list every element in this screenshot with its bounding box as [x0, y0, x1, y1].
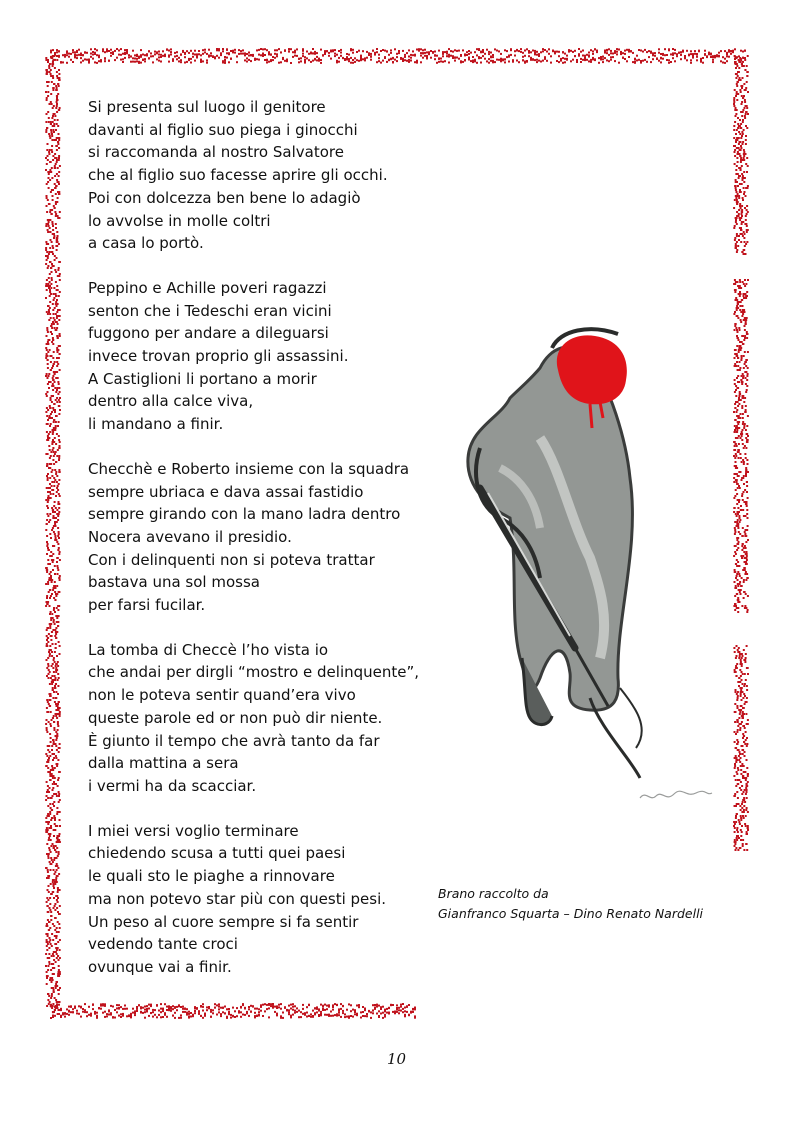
caption-line-1: Brano raccolto da	[438, 886, 549, 901]
poem-line: che andai per dirgli “mostro e delinquente”,	[88, 663, 420, 682]
poem-line: davanti al figlio suo piega i ginocchi	[88, 120, 358, 139]
poem-line: sempre ubriaca e dava assai fastidio	[88, 482, 364, 501]
poem-line: ovunque vai a finir.	[88, 957, 232, 976]
poem-line: lo avvolse in molle coltri	[88, 211, 271, 230]
poem-line: A Castiglioni li portano a morir	[88, 369, 317, 388]
poem-line: dentro alla calce viva,	[88, 392, 254, 411]
poem-line: I miei versi voglio terminare	[88, 821, 299, 840]
poem-line: Un peso al cuore sempre si fa sentir	[88, 912, 359, 931]
poem-line: dalla mattina a sera	[88, 754, 239, 773]
poem-line: chiedendo scusa a tutti quei paesi	[88, 844, 346, 863]
poem-line: i vermi ha da scacciar.	[88, 776, 257, 795]
poem-line: La tomba di Checcè l’ho vista io	[88, 640, 329, 659]
poem-line: invece trovan proprio gli assassini.	[88, 347, 349, 366]
page-number: 10	[386, 1050, 407, 1068]
caption	[438, 884, 768, 924]
poem-line: non le poteva sentir quand’era vivo	[88, 686, 356, 705]
poem-line: senton che i Tedeschi eran vicini	[88, 301, 332, 320]
poem-stanza	[88, 820, 428, 979]
poem-stanza	[88, 277, 428, 436]
poem-line: bastava una sol mossa	[88, 573, 260, 592]
poem-line: che al figlio suo facesse aprire gli occhi.	[88, 166, 388, 185]
poem-stanza	[88, 458, 428, 617]
poem-line: sempre girando con la mano ladra dentro	[88, 505, 401, 524]
caption-line-2: Gianfranco Squarta – Dino Renato Nardelli	[438, 906, 704, 921]
poem-stanza	[88, 96, 428, 255]
poem-line: li mandano a finir.	[88, 415, 224, 434]
poem-line: È giunto il tempo che avrà tanto da far	[88, 731, 380, 750]
poem-line: si raccomanda al nostro Salvatore	[88, 143, 344, 162]
poem-line: per farsi fucilar.	[88, 596, 206, 615]
poem-line: le quali sto le piaghe a rinnovare	[88, 867, 335, 886]
poem-line: Con i delinquenti non si poteva trattar	[88, 550, 375, 569]
poem-line: Poi con dolcezza ben bene lo adagiò	[88, 188, 361, 207]
poem-line: fuggono per andare a dileguarsi	[88, 324, 329, 343]
poem-stanza	[88, 639, 428, 798]
poem-line: queste parole ed or non può dir niente.	[88, 708, 383, 727]
poem-text	[88, 96, 428, 1001]
poem-line: ma non potevo star più con questi pesi.	[88, 889, 387, 908]
poem-line: Si presenta sul luogo il genitore	[88, 98, 326, 116]
poem-line: a casa lo portò.	[88, 234, 204, 253]
poem-line: Checchè e Roberto insieme con la squadra	[88, 459, 410, 478]
poem-line: vedendo tante croci	[88, 935, 238, 954]
poem-line: Nocera avevano il presidio.	[88, 527, 292, 546]
poem-line: Peppino e Achille poveri ragazzi	[88, 278, 327, 297]
soldier-illustration	[440, 318, 732, 838]
